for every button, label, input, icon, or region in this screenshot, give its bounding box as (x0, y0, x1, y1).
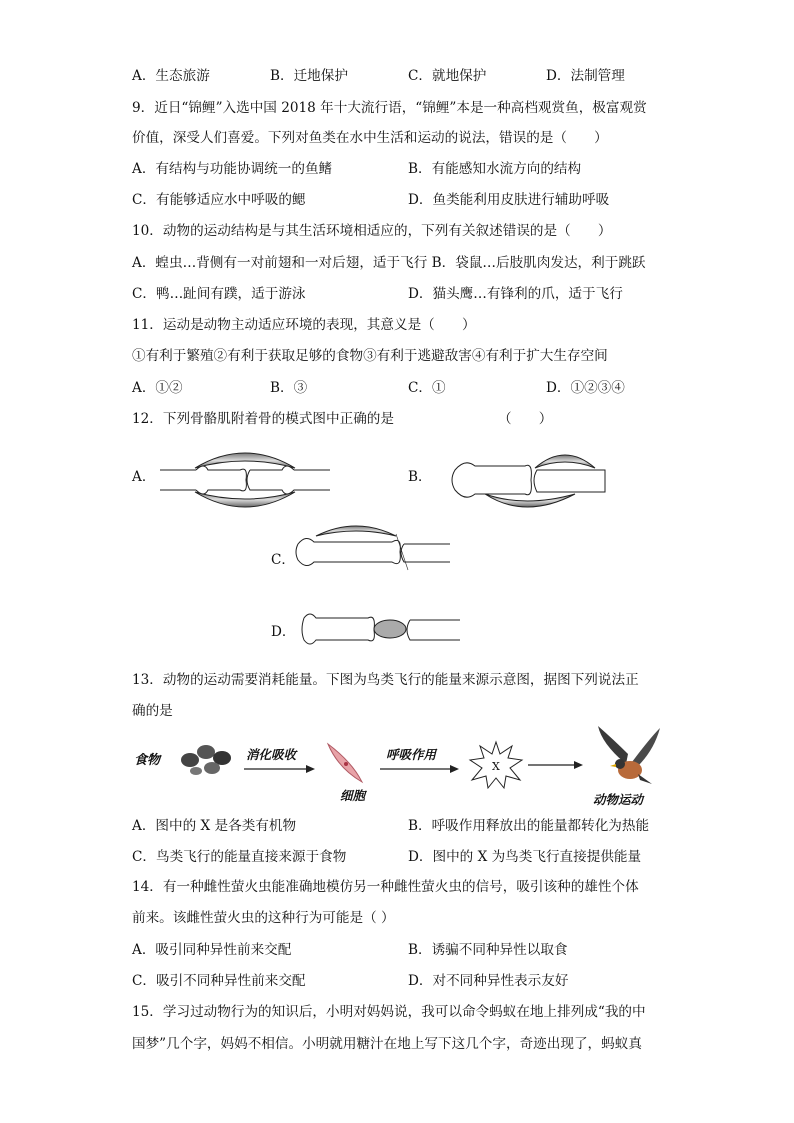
q9-stem-line2: 价值，深受人们喜爱。下列对鱼类在水中生活和运动的说法，错误的是（ ） (132, 130, 608, 146)
q13-food-image (176, 738, 236, 778)
q13-stem-line2: 确的是 (132, 703, 173, 719)
q14-option-d: D．对不同种异性表示友好 (408, 973, 569, 989)
q8-option-a: A．生态旅游 (132, 68, 210, 84)
q11-option-a: A．①② (132, 380, 183, 396)
q15-stem-line2: 国梦”几个字，妈妈不相信。小明就用糖汁在地上写下这几个字，奇迹出现了，蚂蚁真 (132, 1036, 642, 1052)
q12-figure-b (435, 440, 605, 515)
q13-digest-label: 消化吸收 (246, 747, 297, 762)
q10-stem: 10．动物的运动结构是与其生活环境相适应的，下列有关叙述错误的是（ ） (132, 223, 612, 239)
q13-resp-label: 呼吸作用 (386, 747, 437, 762)
q8-option-d: D．法制管理 (546, 68, 625, 84)
q13-option-b: B．呼吸作用释放出的能量都转化为热能 (408, 818, 650, 834)
q8-option-c: C．就地保护 (408, 68, 487, 84)
q12-figure-label-b: B． (408, 469, 432, 485)
q9-option-a: A．有结构与功能协调统一的鱼鳍 (132, 161, 333, 177)
q12-figure-a (160, 440, 330, 515)
q12-figure-label-a: A． (132, 469, 156, 485)
q13-arrow-3 (528, 760, 584, 770)
q13-option-d: D．图中的 X 为鸟类飞行直接提供能量 (408, 849, 642, 865)
q12-stem: 12．下列骨骼肌附着骨的模式图中正确的是 (132, 411, 394, 427)
q11-option-d: D．①②③④ (546, 380, 625, 396)
q14-stem-line1: 14．有一种雌性萤火虫能准确地模仿另一种雌性萤火虫的信号，吸引该种的雄性个体 (132, 879, 639, 895)
q12-answer-paren: （ ） (498, 411, 553, 427)
q13-food-label: 食物 (134, 753, 161, 768)
q15-stem-line1: 15．学习过动物行为的知识后，小明对妈妈说，我可以命令蚂蚁在地上排列成“我的中 (132, 1004, 646, 1020)
q13-arrow-1 (244, 764, 316, 774)
q13-cell-label: 细胞 (340, 788, 366, 803)
q12-figure-label-c: C． (271, 552, 295, 568)
q11-items: ①有利于繁殖②有利于获取足够的食物③有利于逃避敌害④有利于扩大生存空间 (132, 348, 608, 364)
q10-option-ab: A．蝗虫…背侧有一对前翅和一对后翅，适于飞行 B．袋鼠…后肢肌肉发达，利于跳跃 (132, 255, 646, 271)
q13-stem-line1: 13．动物的运动需要消耗能量。下图为鸟类飞行的能量来源示意图，据图下列说法正 (132, 672, 639, 688)
q8-option-b: B．迁地保护 (270, 68, 348, 84)
q10-option-c: C．鸭…趾间有蹼，适于游泳 (132, 286, 306, 302)
q14-stem-line2: 前来。该雌性萤火虫的这种行为可能是（ ） (132, 910, 395, 926)
q10-option-d: D．猫头鹰…有锋利的爪，适于飞行 (408, 286, 623, 302)
q9-option-b: B．有能感知水流方向的结构 (408, 161, 582, 177)
q12-figure-d (300, 610, 465, 650)
q12-figure-c (296, 522, 456, 587)
q14-option-b: B．诱骗不同种异性以取食 (408, 942, 568, 958)
q9-option-d: D．鱼类能利用皮肤进行辅助呼吸 (408, 192, 610, 208)
q13-option-c: C．鸟类飞行的能量直接来源于食物 (132, 849, 347, 865)
q13-x-label: X (492, 760, 500, 773)
q14-option-c: C．吸引不同种异性前来交配 (132, 973, 306, 989)
q9-option-c: C．有能够适应水中呼吸的鳃 (132, 192, 306, 208)
q11-option-c: C．① (408, 380, 446, 396)
q11-stem: 11．运动是动物主动适应环境的表现，其意义是（ ） (132, 317, 476, 333)
q14-option-a: A．吸引同种异性前来交配 (132, 942, 292, 958)
q13-motion-label: 动物运动 (593, 792, 644, 807)
bird-icon (596, 724, 662, 790)
q13-option-a: A．图中的 X 是各类有机物 (132, 818, 297, 834)
q9-stem-line1: 9．近日“锦鲤”入选中国 2018 年十大流行语，“锦鲤”本是一种高档观赏鱼，极富观赏 (132, 100, 647, 116)
q12-figure-label-d: D． (271, 624, 296, 640)
q11-option-b: B．③ (270, 380, 308, 396)
q13-arrow-2 (380, 764, 460, 774)
cell-icon (322, 740, 367, 785)
